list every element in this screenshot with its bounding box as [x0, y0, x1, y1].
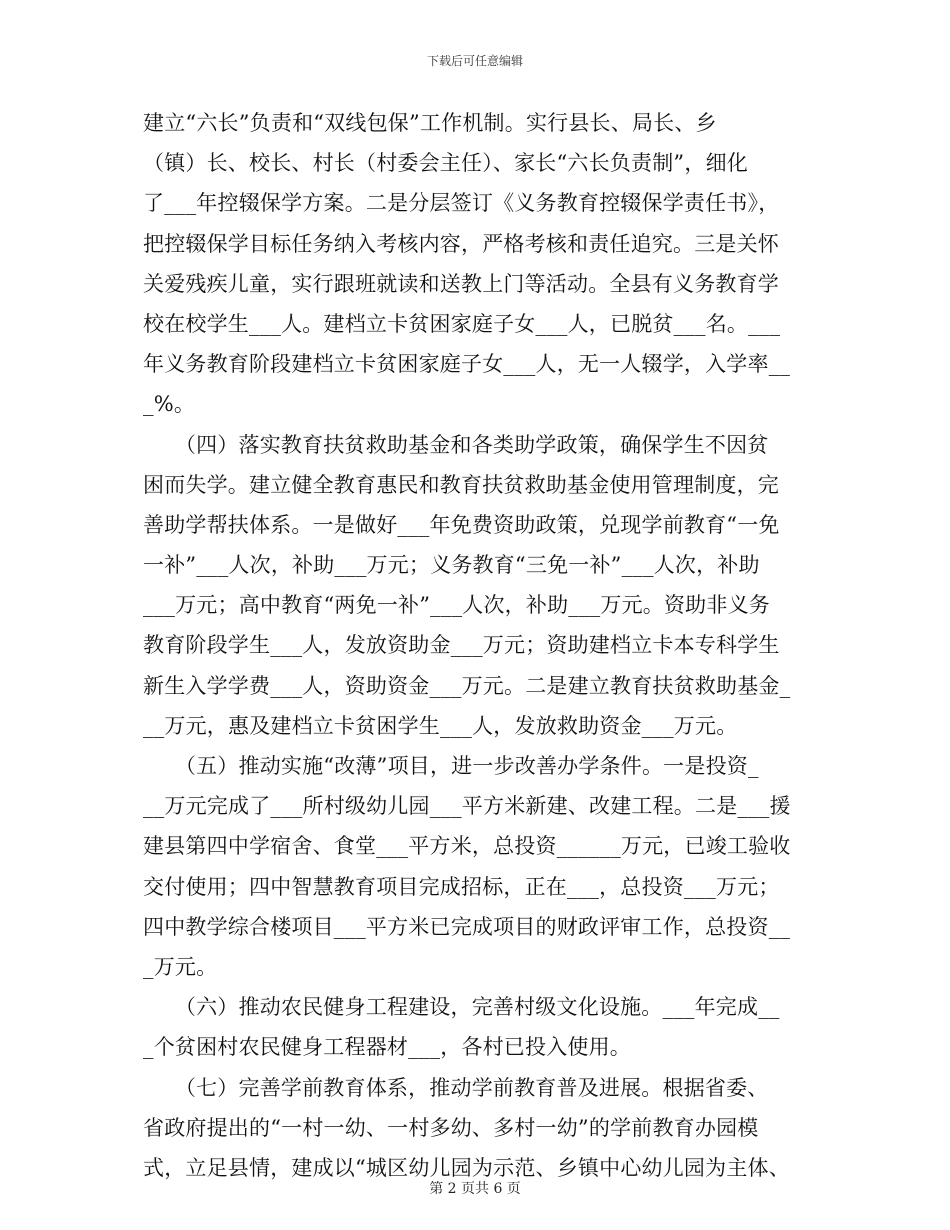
text-line: （六）推动农民健身工程建设，完善村级文化设施。___年完成__ — [143, 995, 780, 1020]
text-line: _万元。 — [143, 954, 218, 979]
text-line: 一补”___人次，补助___万元；义务教育“三免一补”___人次，补助 — [143, 553, 760, 578]
text-line: （七）完善学前教育体系，推动学前教育普及进展。根据省委、 — [143, 1075, 769, 1100]
text-line: _个贫困村农民健身工程器材___，各村已投入使用。 — [143, 1035, 631, 1060]
text-line: 交付使用；四中智慧教育项目完成招标，正在___，总投资___万元； — [143, 874, 780, 899]
text-line: 关爱残疾儿童，实行跟班就读和送教上门等活动。全县有义务教育学 — [143, 271, 779, 296]
text-line: __万元，惠及建档立卡贫困学生___人，发放救助资金___万元。 — [143, 713, 738, 738]
text-line: （五）推动实施“改薄”项目，进一步改善办学条件。一是投资_ — [143, 754, 759, 778]
text-line: 建县第四中学宿舍、食堂___平方米，总投资______万元，已竣工验收 — [143, 834, 791, 859]
text-line: ___万元；高中教育“两免一补”___人次，补助___万元。资助非义务 — [143, 593, 770, 618]
text-line: _%。 — [143, 392, 196, 417]
body-text — [143, 103, 811, 1188]
text-line: 了___年控辍保学方案。二是分层签订《义务教育控辍保学责任书》， — [143, 191, 780, 216]
text-line: 省政府提出的“一村一幼、一村多幼、多村一幼”的学前教育办园模 — [143, 1115, 759, 1140]
text-line: __万元完成了___所村级幼儿园___平方米新建、改建工程。二是___援 — [143, 794, 791, 819]
text-line: 善助学帮扶体系。一是做好___年免费资助政策，兑现学前教育“一免 — [143, 512, 780, 537]
text-line: 式，立足县情，建成以“城区幼儿园为示范、乡镇中心幼儿园为主体、 — [143, 1155, 790, 1180]
page-footer: 第 2 页共 6 页 — [429, 1181, 521, 1197]
text-line: （镇）长、校长、村长（村委会主任）、家长“六长负责制”，细化 — [143, 151, 748, 176]
text-line: 把控辍保学目标任务纳入考核内容，严格考核和责任追究。三是关怀 — [143, 231, 779, 256]
text-line: 教育阶段学生___人，发放资助金___万元；资助建档立卡本专科学生 — [143, 633, 780, 658]
text-line: 四中教学综合楼项目___平方米已完成项目的财政评审工作，总投资__ — [143, 914, 791, 939]
text-line: 年义务教育阶段建档立卡贫困家庭子女___人，无一人辍学，入学率__ — [143, 352, 791, 377]
page-header: 下载后可任意编辑 — [426, 54, 523, 68]
text-line: 新生入学学费___人，资助资金___万元。二是建立教育扶贫救助基金_ — [143, 673, 791, 698]
text-line: 建立“六长”负责和“双线包保”工作机制。实行县长、局长、乡 — [143, 111, 717, 135]
text-line: 校在校学生___人。建档立卡贫困家庭子女___人，已脱贫___名。___ — [143, 311, 781, 336]
text-line: （四）落实教育扶贫救助基金和各类助学政策，确保学生不因贫 — [143, 432, 769, 457]
text-line: 困而失学。建立健全教育惠民和教育扶贫救助基金使用管理制度，完 — [143, 472, 779, 497]
